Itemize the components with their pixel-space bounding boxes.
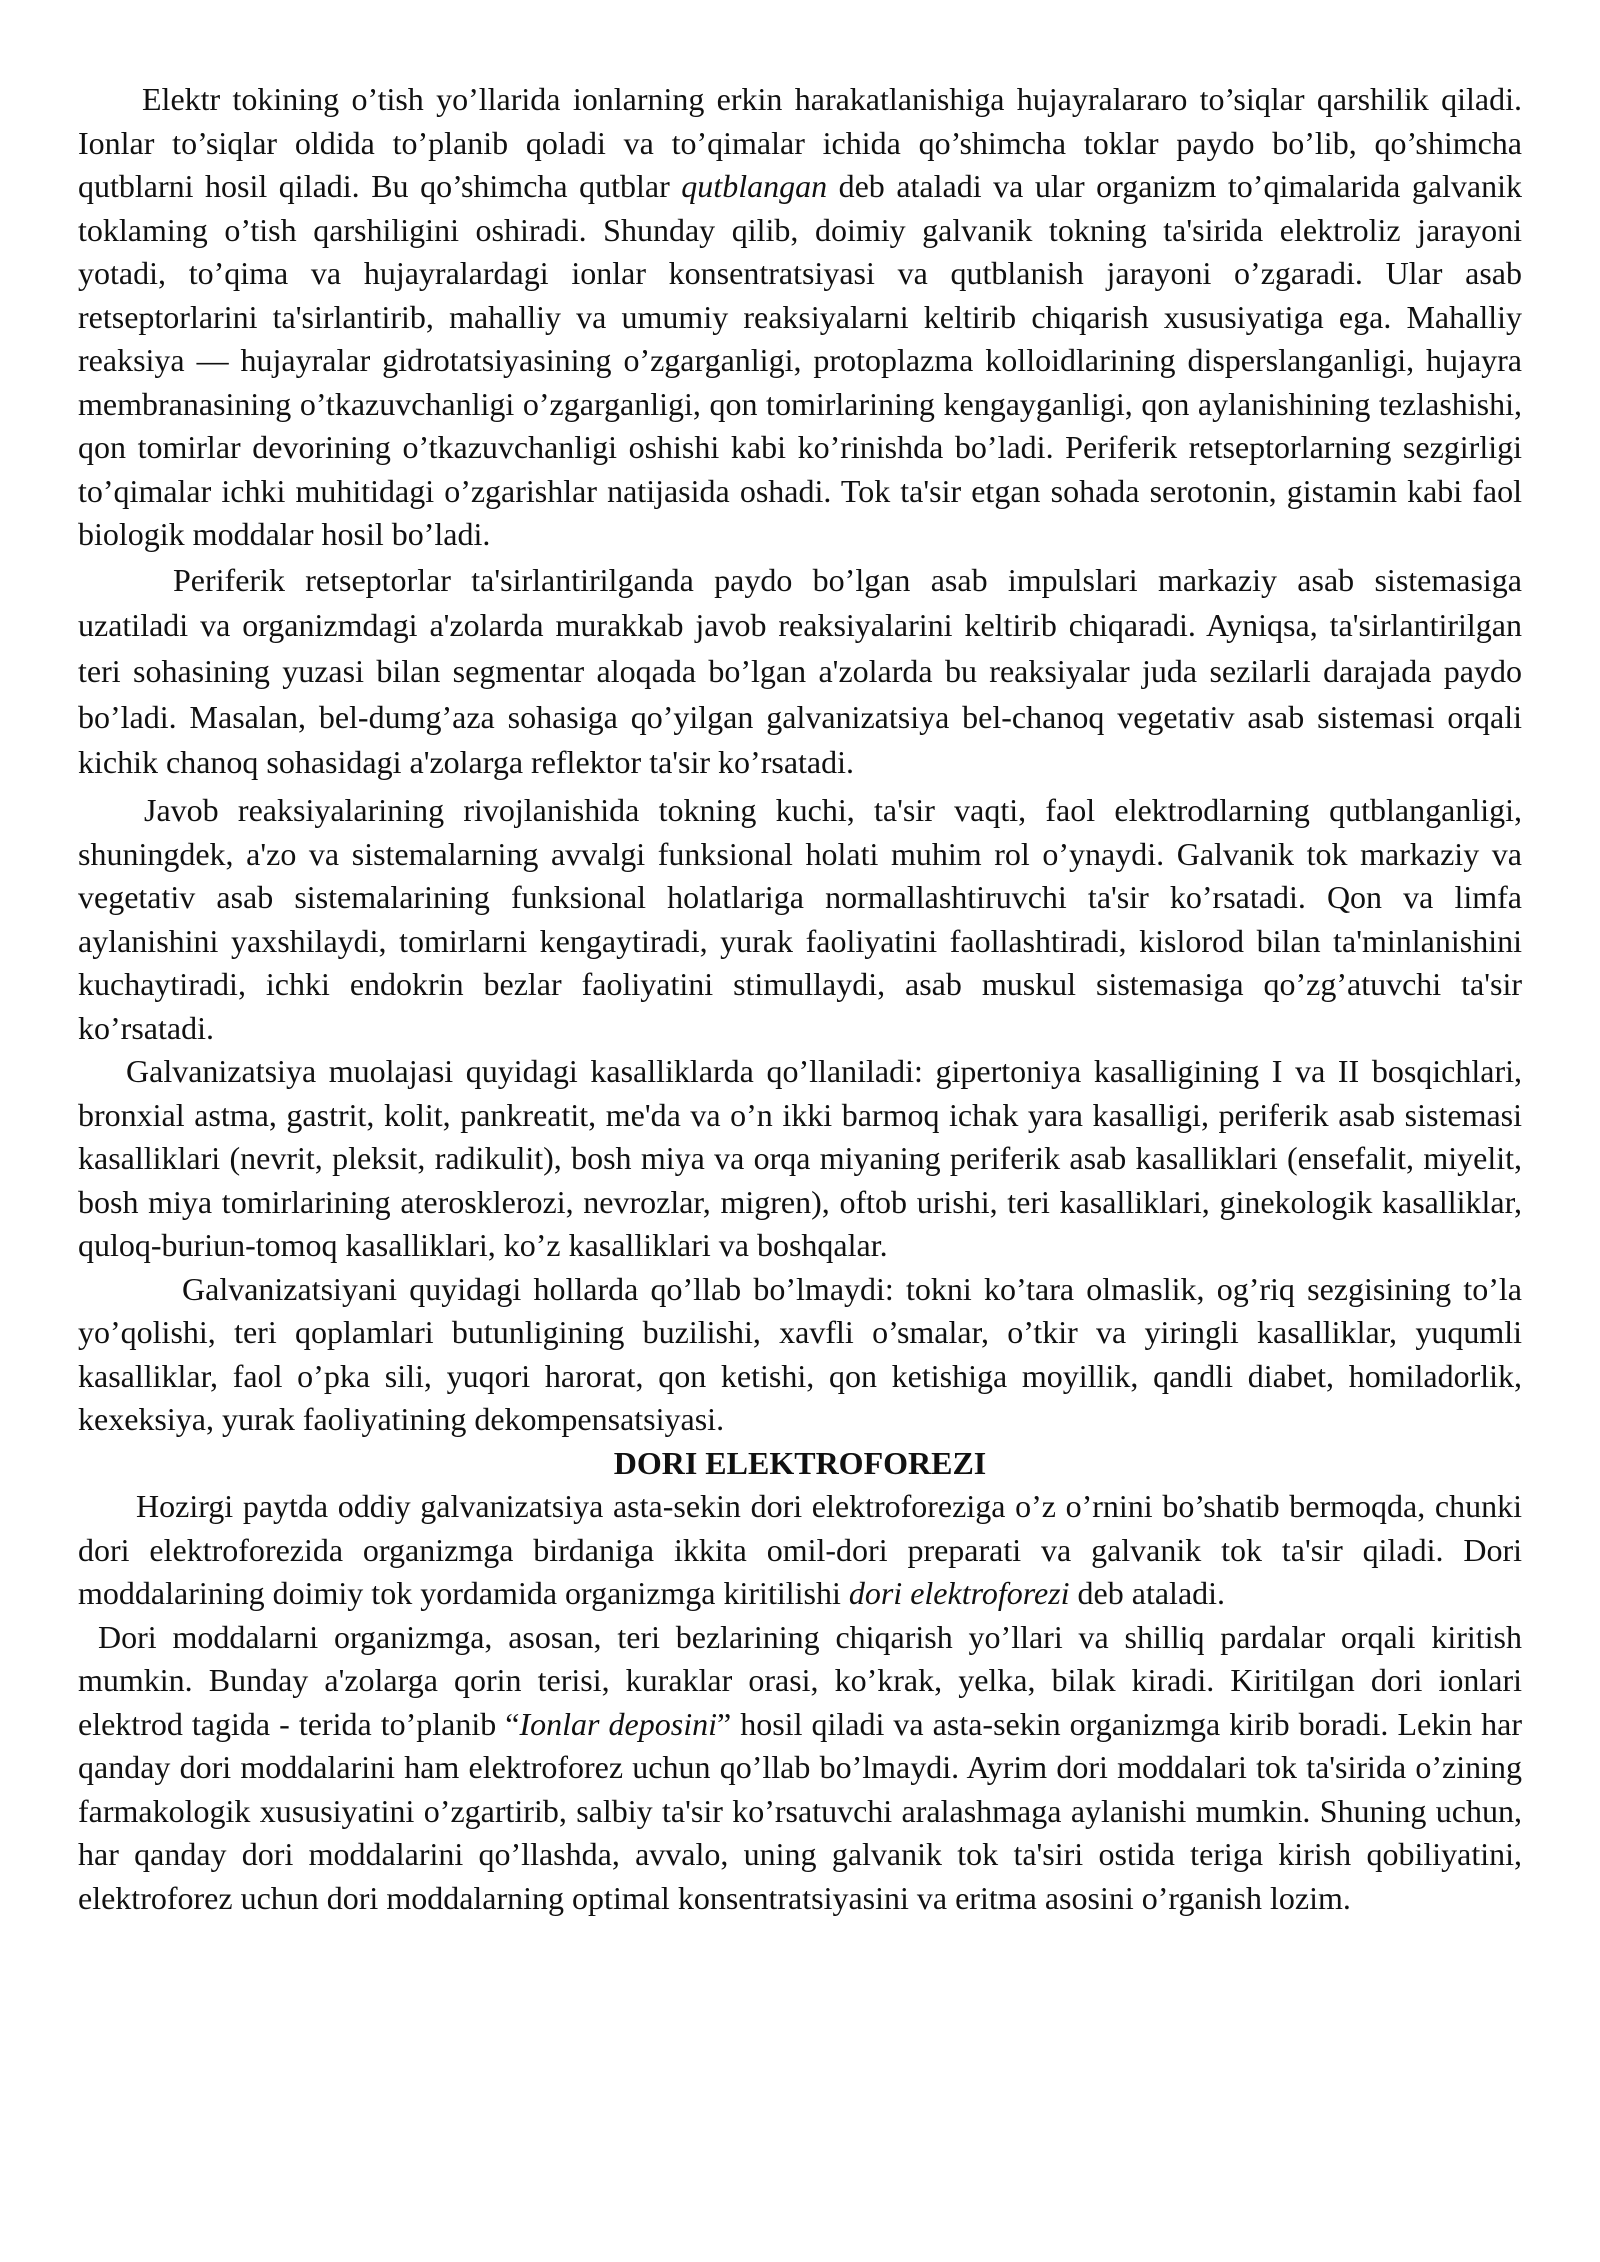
paragraph-1 [78, 78, 1522, 557]
paragraph-1-run-3: deb ataladi va ular organizm to’qimalarida galvanik toklaming o’tish qarshiligini oshiradi. Shunday qilib, doimiy galvanik tokning ta'sirida elektroliz jarayoni yotadi, to’qima va hujayralardagi ionlar konsentratsiyasi va qutblanish jarayoni o’zgaradi. Ular asab retseptorlarini ta'sirlantirib, mahalliy va umumiy reaksiyalarni keltirib chiqarish xususiyatiga ega. Mahalliy reaksiya — hujayralar gidrotatsiyasining o’zgarganligi, protoplazma kolloidlarining disperslanganligi, hujayra membranasining o’tkazuvchanligi o’zgarganligi, qon tomirlarining kengayganligi, qon aylanishining tezlashishi, qon tomirlar devorining o’tkazuvchanligi oshishi kabi ko’rinishda bo’ladi. Periferik retseptorlarning sezgirligi to’qimalar ichki muhitidagi o’zgarishlar natijasida oshadi. Tok ta'sir etgan sohada serotonin, gistamin kabi faol biologik moddalar hosil bo’ladi. [78, 168, 1523, 552]
paragraph-6-run-3: deb ataladi. [1069, 1575, 1226, 1612]
paragraph-2-run-1: Periferik retseptorlar ta'sirlantirilganda paydo bo’lgan asab impulslari markaziy asab sistemasiga uzatiladi va organizmdagi a'zolarda murakkab javob reaksiyalarini keltirib chiqaradi. Ayniqsa, ta'sirlantirilgan teri sohasining yuzasi bilan segmentar aloqada bo’lgan a'zolarda bu reaksiyalar juda sezilarli darajada paydo bo’ladi. Masalan, bel-dumg’aza sohasiga qo’yilgan galvanizatsiya bel-chanoq vegetativ asab sistemasi orqali kichik chanoq sohasidagi a'zolarga reflektor ta'sir ko’rsatadi. [78, 561, 1522, 781]
paragraph-1-italic-term: qutblangan [681, 168, 828, 204]
paragraph-5 [78, 1268, 1522, 1442]
paragraph-4 [78, 1050, 1522, 1268]
paragraph-7-run-1: Dori moddalarni organizmga, asosan, teri bezlarining chiqarish yo’llari va shilliq pardalar orqali kiritish mumkin. Bunday a'zolarga qorin terisi, kuraklar orasi, ko’krak, yelka, bilak kiradi. Kiritilgan dori ionlari elektrod tagida - terida to’planib “ [78, 1618, 1522, 1742]
section-heading: DORI ELEKTROFOREZI [613, 1444, 987, 1481]
paragraph-1-run-1: Elektr tokining o’tish yo’llarida ionlarning erkin harakatlanishiga hujayralararo to’siqlar qarshilik qiladi. Ionlar to’siqlar oldida to’planib qoladi va to’qimalar ichida qo’shimcha toklar paydo bo’lib, qo’shimcha qutblarni hosil qiladi. Bu qo’shimcha qutblar [78, 81, 1522, 204]
paragraph-7-italic-term: Ionlar deposini [519, 1705, 717, 1742]
paragraph-6-run-1: Hozirgi paytda oddiy galvanizatsiya asta-sekin dori elektroforeziga o’z o’rnini bo’shatib bermoqda, chunki dori elektroforezida organizmga birdaniga ikkita omil-dori preparati va galvanik tok ta'sir qiladi. Dori moddalarining doimiy tok yordamida organizmga kiritilishi [78, 1488, 1522, 1612]
paragraph-3 [78, 789, 1522, 1050]
paragraph-3-run-1: Javob reaksiyalarining rivojlanishida tokning kuchi, ta'sir vaqti, faol elektrodlarning qutblanganligi, shuningdek, a'zo va sistemalarning avvalgi funksional holati muhim rol o’ynaydi. Galvanik tok markaziy va vegetativ asab sistemalarining funksional holatlariga normallashtiruvchi ta'sir ko’rsatadi. Qon va limfa aylanishini yaxshilaydi, tomirlarni kengaytiradi, yurak faoliyatini faollashtiradi, kislorod bilan ta'minlanishini kuchaytiradi, ichki endokrin bezlar faoliyatini stimullaydi, asab muskul sistemasiga qo’zg’atuvchi ta'sir ko’rsatadi. [78, 792, 1522, 1046]
paragraph-7-run-3: ” hosil qiladi va asta-sekin organizmga kirib boradi. Lekin har qanday dori moddalarini ham elektroforez uchun qo’llab bo’lmaydi. Ayrim dori moddalari tok ta'sirida o’zining farmakologik xususiyatini o’zgartirib, salbiy ta'sir ko’rsatuvchi aralashmaga aylanishi mumkin. Shuning uchun, har qanday dori moddalarini qo’llashda, avvalo, uning galvanik tok ta'siri ostida teriga kirish qobiliyatini, elektroforez uchun dori moddalarning optimal konsentratsiyasini va eritma asosini o’rganish lozim. [78, 1705, 1523, 1916]
paragraph-7 [78, 1616, 1522, 1921]
paragraph-2 [78, 558, 1522, 787]
paragraph-6 [78, 1485, 1522, 1616]
paragraph-4-run-1: Galvanizatsiya muolajasi quyidagi kasalliklarda qo’llaniladi: gipertoniya kasalligining I va II bosqichlari, bronxial astma, gastrit, kolit, pankreatit, me'da va o’n ikki barmoq ichak yara kasalligi, periferik asab sistemasi kasalliklari (nevrit, pleksit, radikulit), bosh miya va orqa miyaning periferik asab kasalliklari (ensefalit, miyelit, bosh miya tomirlarining aterosklerozi, nevrozlar, migren), oftob urishi, teri kasalliklari, ginekologik kasalliklar, quloq-buriun-tomoq kasalliklari, ko’z kasalliklari va boshqalar. [78, 1053, 1522, 1264]
document-page [78, 78, 1522, 1920]
paragraph-5-run-1: Galvanizatsiyani quyidagi hollarda qo’llab bo’lmaydi: tokni ko’tara olmaslik, og’riq sezgisining to’la yo’qolishi, teri qoplamlari butunligining buzilishi, xavfli o’smalar, o’tkir va yiringli kasalliklar, yuqumli kasalliklar, faol o’pka sili, yuqori harorat, qon ketishi, qon ketishiga moyillik, qandli diabet, homiladorlik, kexeksiya, yurak faoliyatining dekompensatsiyasi. [78, 1270, 1522, 1438]
paragraph-6-italic-term: dori elektroforezi [848, 1575, 1070, 1612]
